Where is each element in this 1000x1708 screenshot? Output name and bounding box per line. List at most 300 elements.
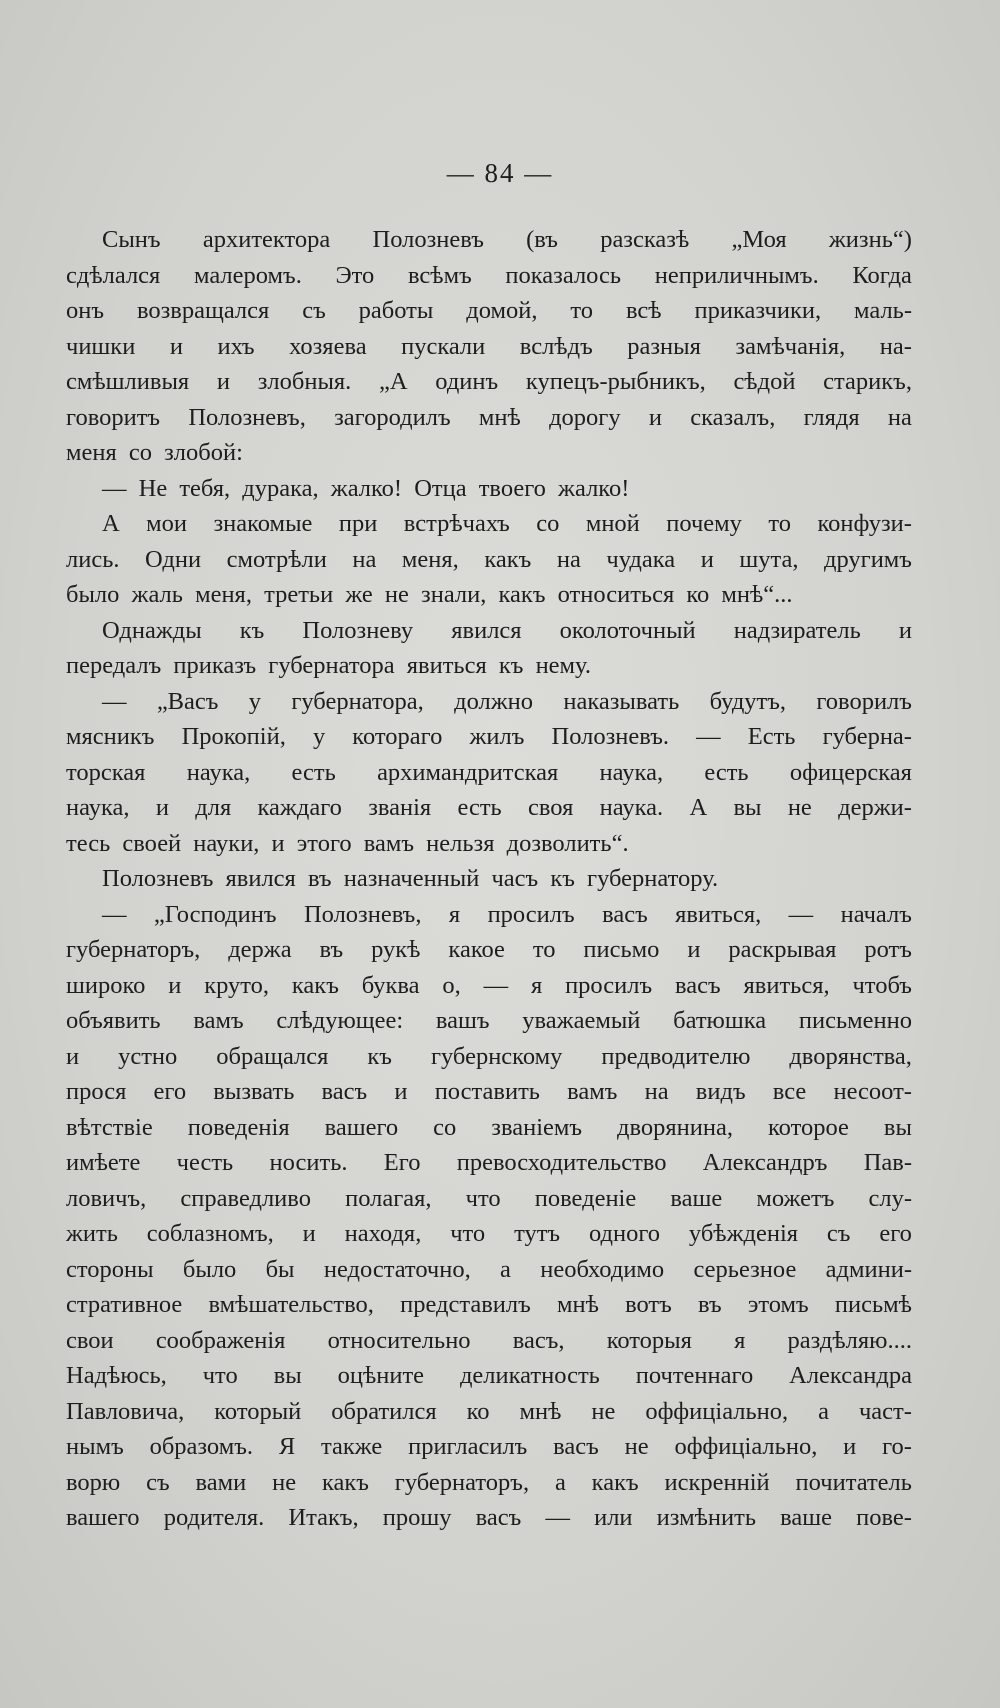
word: чудака bbox=[606, 545, 676, 573]
word: при bbox=[338, 510, 378, 537]
word: есть bbox=[291, 758, 336, 786]
text-line bbox=[66, 932, 912, 968]
word: наука, bbox=[186, 758, 251, 786]
word: Есть bbox=[747, 723, 796, 750]
word: что bbox=[450, 1220, 486, 1247]
word: соображенія bbox=[155, 1326, 286, 1354]
text-line bbox=[66, 790, 912, 826]
word: не bbox=[591, 1397, 616, 1425]
text-line bbox=[66, 1287, 912, 1323]
word: Полозневу bbox=[302, 616, 414, 644]
word: имѣете bbox=[66, 1149, 141, 1176]
page-number: — 84 — bbox=[446, 158, 554, 188]
word: пове- bbox=[856, 1504, 912, 1531]
word: вы bbox=[733, 794, 762, 821]
word: обратился bbox=[331, 1397, 437, 1425]
word: необходимо bbox=[540, 1255, 665, 1283]
word: — bbox=[696, 723, 721, 750]
word: Я bbox=[278, 1433, 296, 1460]
word: Когда bbox=[852, 261, 912, 289]
word: какъ bbox=[484, 545, 532, 573]
word: ловичъ, bbox=[66, 1184, 147, 1212]
text-line bbox=[66, 1110, 912, 1146]
word: Павловича, bbox=[66, 1397, 185, 1425]
word: и bbox=[169, 332, 183, 360]
word: батюшка bbox=[673, 1007, 767, 1034]
word: одинъ bbox=[435, 368, 499, 395]
word: васъ bbox=[602, 900, 648, 928]
word: представилъ bbox=[400, 1291, 531, 1318]
word: я bbox=[734, 1326, 746, 1354]
word: мной bbox=[585, 510, 640, 537]
word: Полозневъ, bbox=[303, 900, 422, 928]
word: губерна- bbox=[822, 723, 912, 750]
word: у bbox=[248, 687, 262, 715]
word: офицерская bbox=[789, 758, 912, 786]
word: дворянина, bbox=[617, 1113, 734, 1141]
word: нымъ bbox=[66, 1433, 124, 1460]
word: бы bbox=[265, 1255, 295, 1283]
word: какое bbox=[448, 936, 505, 963]
text-line bbox=[66, 329, 912, 365]
word: мои bbox=[146, 510, 188, 537]
word: вы bbox=[883, 1113, 912, 1141]
text-line bbox=[66, 968, 912, 1004]
word: одного bbox=[588, 1220, 661, 1247]
word: его bbox=[879, 1220, 912, 1247]
text-line bbox=[66, 1323, 912, 1359]
word: васъ bbox=[675, 971, 721, 999]
word: вашего bbox=[324, 1113, 399, 1141]
word: не bbox=[272, 1468, 297, 1496]
word: вмѣшательство, bbox=[208, 1291, 374, 1318]
word: рукѣ bbox=[371, 936, 421, 963]
text-line bbox=[66, 506, 912, 542]
word: губернаторъ, bbox=[66, 936, 201, 963]
text-line bbox=[66, 1003, 912, 1039]
word: и bbox=[843, 1433, 857, 1460]
word: убѣжденія bbox=[688, 1220, 799, 1247]
word: сдѣлался bbox=[66, 261, 161, 289]
word: А bbox=[102, 510, 120, 537]
word: а bbox=[554, 1468, 566, 1496]
word: широко bbox=[66, 971, 146, 999]
word: вами bbox=[195, 1468, 247, 1496]
word: было bbox=[182, 1255, 237, 1283]
word: приказчики, bbox=[694, 297, 822, 324]
word: ихъ bbox=[217, 332, 255, 360]
word: искренній bbox=[664, 1468, 770, 1496]
word: малеромъ. bbox=[193, 261, 302, 289]
word: и bbox=[155, 794, 169, 821]
word: справедливо bbox=[180, 1184, 311, 1212]
word: мнѣ bbox=[478, 403, 521, 431]
word: разныя bbox=[627, 332, 701, 360]
word: носить. bbox=[269, 1149, 348, 1176]
word: свои bbox=[66, 1326, 114, 1354]
text-line bbox=[66, 400, 912, 436]
word: почитатель bbox=[795, 1468, 912, 1496]
text-line: было жаль меня, третьи же не знали, какъ относиться ко мнѣ“... bbox=[66, 581, 793, 608]
word: прося bbox=[66, 1078, 127, 1105]
word: мнѣ bbox=[519, 1397, 562, 1425]
word: — bbox=[788, 900, 814, 928]
word: въ bbox=[319, 936, 344, 963]
word: на bbox=[352, 545, 377, 573]
word: видъ bbox=[695, 1078, 746, 1105]
word: вотъ bbox=[625, 1291, 672, 1318]
word: наука, bbox=[66, 794, 130, 821]
text-line bbox=[66, 258, 912, 294]
word: званія bbox=[368, 794, 432, 821]
word: относительно bbox=[327, 1326, 471, 1354]
word: околоточный bbox=[559, 616, 696, 644]
word: съ bbox=[302, 297, 326, 324]
text-line: меня со злобой: bbox=[66, 439, 243, 466]
word: васъ bbox=[321, 1078, 368, 1105]
word: возвращался bbox=[136, 297, 270, 324]
word: част- bbox=[858, 1397, 912, 1425]
word: вамъ bbox=[567, 1078, 618, 1105]
word: загородилъ bbox=[334, 403, 451, 431]
word: со bbox=[433, 1113, 457, 1141]
word: — bbox=[102, 900, 127, 928]
word: мнѣ bbox=[556, 1291, 599, 1318]
word: письмѣ bbox=[834, 1291, 912, 1318]
word: дорогу bbox=[549, 403, 621, 431]
text-line bbox=[66, 1358, 912, 1394]
text-line bbox=[66, 1500, 912, 1536]
text-line bbox=[66, 542, 912, 578]
word: и bbox=[687, 936, 701, 963]
word: маль- bbox=[854, 297, 912, 324]
word: „Моя bbox=[731, 226, 787, 253]
word: стороны bbox=[66, 1255, 154, 1283]
word: Сынъ bbox=[102, 226, 161, 253]
word: пускали bbox=[401, 332, 486, 360]
word: также bbox=[321, 1433, 383, 1460]
word: ворю bbox=[66, 1468, 121, 1496]
word: просилъ bbox=[487, 900, 575, 928]
word: и bbox=[898, 616, 912, 644]
word: явился bbox=[451, 616, 522, 644]
word: поставить bbox=[434, 1078, 540, 1105]
word: и bbox=[168, 971, 182, 999]
word: знакомые bbox=[213, 510, 313, 537]
text-line bbox=[66, 1394, 912, 1430]
word: васъ bbox=[553, 1433, 599, 1460]
word: всѣмъ bbox=[407, 261, 472, 289]
word: и bbox=[216, 368, 231, 395]
word: то bbox=[532, 936, 556, 963]
word: можетъ bbox=[756, 1184, 835, 1212]
word: — bbox=[102, 687, 127, 715]
word: меня, bbox=[401, 545, 459, 573]
text-line: тесь своей науки, и этого вамъ нельзя дозволить“. bbox=[66, 829, 629, 857]
word: и bbox=[302, 1220, 316, 1247]
word: стративное bbox=[66, 1291, 183, 1318]
word: губернскому bbox=[430, 1042, 563, 1070]
word: купецъ-рыбникъ, bbox=[525, 368, 706, 395]
word: ко bbox=[466, 1397, 490, 1425]
word: смотрѣли bbox=[226, 545, 327, 573]
word: слѣдующее: bbox=[276, 1007, 404, 1034]
word: къ bbox=[367, 1042, 392, 1070]
word: на- bbox=[879, 332, 912, 360]
word: прошу bbox=[382, 1504, 452, 1531]
word: должно bbox=[454, 687, 534, 715]
text-line bbox=[66, 1145, 912, 1181]
word: вашъ bbox=[435, 1007, 490, 1034]
text-line bbox=[66, 755, 912, 791]
word: каждаго bbox=[257, 794, 342, 821]
word: смѣшливыя bbox=[66, 368, 190, 395]
word: на bbox=[644, 1078, 669, 1105]
word: держа bbox=[228, 936, 292, 963]
word: всѣ bbox=[625, 297, 662, 324]
word: — bbox=[545, 1504, 570, 1531]
word: надзиратель bbox=[733, 616, 861, 644]
word: родителя. bbox=[163, 1504, 265, 1531]
word: котораго bbox=[352, 723, 443, 750]
word: оффиціально, bbox=[674, 1433, 818, 1460]
body-text bbox=[66, 222, 912, 1536]
word: этомъ bbox=[747, 1291, 809, 1318]
text-line bbox=[66, 222, 912, 258]
word: есть bbox=[704, 758, 749, 786]
word: (въ bbox=[526, 226, 558, 253]
word: недостаточно, bbox=[323, 1255, 471, 1283]
word: я bbox=[530, 971, 543, 999]
word: лись. bbox=[66, 545, 120, 573]
text-line: Полозневъ явился въ назначенный часъ къ губернатору. bbox=[102, 865, 719, 892]
word: а bbox=[500, 1255, 511, 1283]
word: старикъ, bbox=[823, 368, 912, 395]
word: письменно bbox=[798, 1007, 912, 1034]
word: чишки bbox=[66, 332, 136, 360]
text-line bbox=[66, 1216, 912, 1252]
word: все bbox=[772, 1078, 807, 1105]
word: явиться, bbox=[743, 971, 830, 999]
word: просилъ bbox=[565, 971, 653, 999]
text-line bbox=[66, 1252, 912, 1288]
text-line: — Не тебя, дурака, жалко! Отца твоего жалко! bbox=[102, 474, 630, 502]
word: уважаемый bbox=[522, 1007, 641, 1034]
word: А bbox=[689, 794, 708, 821]
word: и bbox=[700, 545, 714, 573]
word: „А bbox=[379, 368, 408, 395]
word: какъ bbox=[321, 1468, 369, 1496]
text-line bbox=[66, 897, 912, 933]
text-line bbox=[66, 1181, 912, 1217]
word: показалось bbox=[505, 261, 622, 289]
word: поведеніе bbox=[534, 1184, 637, 1212]
word: чтобъ bbox=[852, 971, 912, 999]
word: админи- bbox=[825, 1255, 912, 1283]
text-line bbox=[66, 293, 912, 329]
word: Александра bbox=[789, 1362, 912, 1389]
word: Пав- bbox=[863, 1149, 912, 1176]
word: для bbox=[195, 794, 232, 821]
word: сѣдой bbox=[733, 368, 796, 395]
word: почтеннаго bbox=[635, 1362, 754, 1389]
word: письмо bbox=[583, 936, 660, 963]
word: мясникъ bbox=[66, 723, 155, 750]
word: у bbox=[312, 723, 326, 750]
word: жилъ bbox=[469, 723, 525, 750]
word: Его bbox=[383, 1149, 421, 1176]
word: на bbox=[887, 403, 912, 431]
word: и bbox=[66, 1042, 80, 1070]
word: деликатность bbox=[459, 1362, 600, 1389]
word: званіемъ bbox=[491, 1113, 583, 1141]
word: находя, bbox=[344, 1220, 422, 1247]
word: „Господинъ bbox=[153, 900, 277, 928]
word: оцѣните bbox=[337, 1362, 425, 1389]
word: васъ, bbox=[512, 1326, 565, 1354]
word: домой, bbox=[466, 297, 538, 324]
word: почему bbox=[666, 510, 742, 537]
word: объявить bbox=[66, 1007, 161, 1034]
word: неприличнымъ. bbox=[654, 261, 819, 289]
word: дворянства, bbox=[789, 1042, 912, 1070]
word: Александръ bbox=[702, 1149, 828, 1176]
word: честь bbox=[176, 1149, 234, 1176]
word: началъ bbox=[840, 900, 912, 928]
word: оффиціально, bbox=[645, 1397, 789, 1425]
word: который bbox=[214, 1397, 302, 1425]
word: его bbox=[153, 1078, 187, 1105]
word: которое bbox=[768, 1113, 849, 1141]
word: несоот- bbox=[833, 1078, 912, 1105]
word: конфузи- bbox=[817, 510, 912, 537]
word: Полозневъ bbox=[372, 226, 484, 253]
word: соблазномъ, bbox=[146, 1220, 274, 1247]
word: я bbox=[448, 900, 461, 928]
word: не bbox=[624, 1433, 649, 1460]
word: или bbox=[594, 1504, 633, 1531]
word: вы bbox=[273, 1362, 302, 1389]
word: архимандритская bbox=[377, 758, 559, 786]
word: наука, bbox=[599, 758, 664, 786]
word: вслѣдъ bbox=[519, 332, 593, 360]
word: Это bbox=[335, 261, 375, 289]
word: обращался bbox=[216, 1042, 329, 1070]
word: какъ bbox=[291, 971, 339, 999]
word: го- bbox=[882, 1433, 912, 1460]
word: которыя bbox=[606, 1326, 692, 1354]
word: измѣнить bbox=[656, 1504, 757, 1531]
word: устно bbox=[118, 1042, 178, 1070]
word: другимъ bbox=[824, 545, 912, 573]
word: говорилъ bbox=[816, 687, 912, 715]
word: не bbox=[787, 794, 812, 821]
word: о, bbox=[442, 971, 461, 999]
word: „Васъ bbox=[156, 687, 219, 715]
word: архитектора bbox=[202, 226, 331, 253]
text-line bbox=[66, 613, 912, 649]
word: съ bbox=[146, 1468, 170, 1496]
word: и bbox=[648, 403, 662, 431]
word: буква bbox=[361, 971, 420, 999]
text-line bbox=[66, 719, 912, 755]
word: Итакъ, bbox=[288, 1504, 359, 1531]
word: шута, bbox=[739, 545, 799, 573]
word: полагая, bbox=[345, 1184, 432, 1212]
word: со bbox=[536, 510, 560, 537]
word: — bbox=[483, 971, 509, 999]
text-line bbox=[66, 1039, 912, 1075]
word: замѣчанія, bbox=[735, 332, 846, 360]
word: работы bbox=[358, 297, 434, 324]
word: ротъ bbox=[864, 936, 912, 963]
word: Прокопій, bbox=[181, 723, 286, 750]
text-line bbox=[66, 1465, 912, 1501]
word: къ bbox=[239, 616, 265, 644]
word: держи- bbox=[838, 794, 912, 821]
word: разсказѣ bbox=[600, 226, 690, 253]
word: раздѣляю.... bbox=[787, 1326, 912, 1354]
word: что bbox=[202, 1362, 238, 1389]
word: съ bbox=[826, 1220, 851, 1247]
word: слу- bbox=[868, 1184, 912, 1212]
word: Полозневъ. bbox=[551, 723, 670, 750]
word: своя bbox=[528, 794, 574, 821]
text-line bbox=[66, 1074, 912, 1110]
word: тутъ bbox=[514, 1220, 561, 1247]
word: въ bbox=[697, 1291, 722, 1318]
word: и bbox=[394, 1078, 408, 1105]
word: глядя bbox=[803, 403, 860, 431]
word: вызвать bbox=[213, 1078, 295, 1105]
word: сказалъ, bbox=[690, 403, 776, 431]
word: хозяева bbox=[289, 332, 367, 360]
word: круто, bbox=[204, 971, 270, 999]
word: жизнь“) bbox=[828, 226, 912, 253]
word: предводителю bbox=[601, 1042, 751, 1070]
word: васъ bbox=[475, 1504, 522, 1531]
word: какъ bbox=[591, 1468, 639, 1496]
word: на bbox=[556, 545, 581, 573]
word: злобныя. bbox=[257, 368, 352, 395]
text-line: передалъ приказъ губернатора явиться къ нему. bbox=[66, 652, 591, 679]
word: будутъ, bbox=[709, 687, 787, 715]
word: а bbox=[818, 1397, 830, 1425]
word: превосходительство bbox=[456, 1149, 667, 1176]
word: жить bbox=[66, 1220, 118, 1247]
word: поведенія bbox=[187, 1113, 290, 1141]
word: Надѣюсь, bbox=[66, 1362, 167, 1389]
word: то bbox=[570, 297, 594, 324]
word: ваше bbox=[780, 1504, 832, 1531]
word: наука. bbox=[599, 794, 664, 821]
word: раскрывая bbox=[728, 936, 837, 963]
text-line bbox=[66, 1429, 912, 1465]
word: вамъ bbox=[193, 1007, 244, 1034]
word: то bbox=[768, 510, 791, 537]
word: встрѣчахъ bbox=[403, 510, 510, 537]
word: серьезное bbox=[693, 1255, 797, 1283]
word: онъ bbox=[66, 297, 105, 324]
word: Полозневъ, bbox=[188, 403, 306, 431]
word: явиться, bbox=[675, 900, 762, 928]
word: губернатора, bbox=[291, 687, 424, 715]
word: наказывать bbox=[563, 687, 680, 715]
word: вѣтствіе bbox=[66, 1113, 153, 1141]
word: образомъ. bbox=[149, 1433, 254, 1460]
word: Однажды bbox=[102, 616, 202, 644]
word: пригласилъ bbox=[408, 1433, 528, 1460]
